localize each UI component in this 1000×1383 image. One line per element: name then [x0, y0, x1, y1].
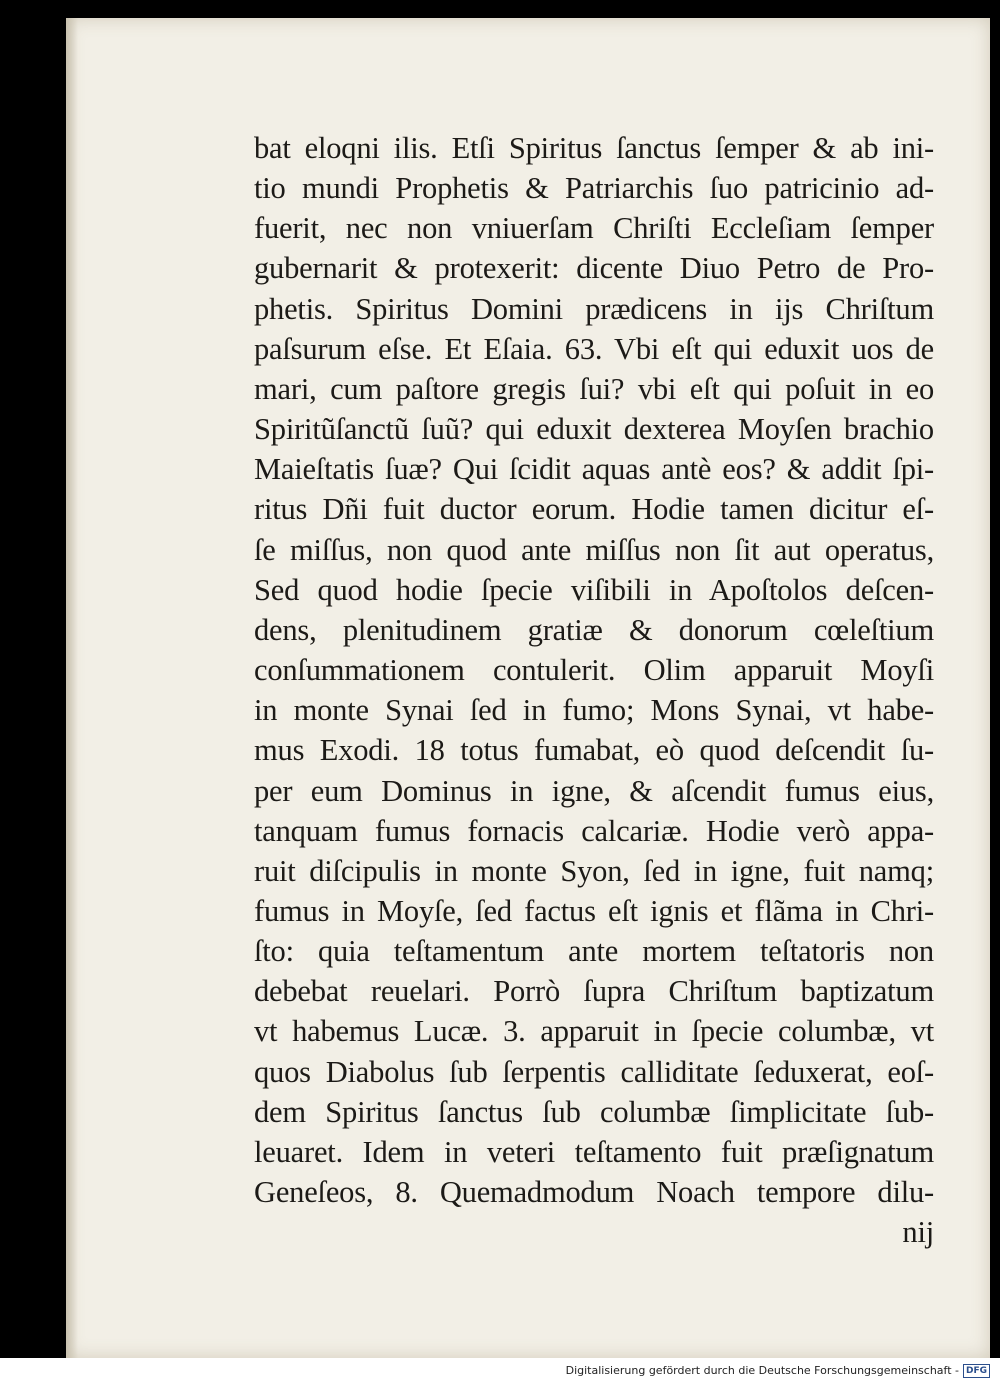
text-line-24: quos Diabolus ſub ſerpentis calliditate ſeduxerat, eoſ- [254, 1054, 934, 1089]
text-line-15: in monte Synai ſed in fumo; Mons Synai, vt habe- [254, 693, 934, 728]
body-text [254, 128, 934, 1252]
text-line-1: bat eloqni ilis. Etſi Spiritus ſanctus ſemper & ab ini- [254, 131, 934, 165]
text-line-12: Sed quod hodie ſpecie viſibili in Apoſtolos deſcen- [254, 572, 934, 607]
text-line-21: ſto: quia teſtamentum ante mortem teſtatoris non [254, 934, 934, 969]
dfg-logo: DFG [963, 1364, 990, 1378]
footer-bar [0, 1358, 1000, 1383]
text-line-6: paſsurum eſse. Et Eſaia. 63. Vbi eſt qui eduxit uos de [254, 331, 934, 366]
text-line-22: debebat reuelari. Porrò ſupra Chriſtum baptizatum [254, 974, 934, 1009]
text-line-27: Geneſeos, 8. Quemadmodum Noach tempore dilu- [254, 1175, 934, 1210]
text-line-4: gubernarit & protexerit: dicente Diuo Petro de Pro- [254, 251, 934, 286]
text-line-20: fumus in Moyſe, ſed factus eſt ignis et flãma in Chri- [254, 893, 934, 928]
text-line-13: dens, plenitudinem gratiæ & donorum cœleſtium [254, 612, 934, 647]
text-line-3: fuerit, nec non vniuerſam Chriſti Eccleſiam ſemper [254, 211, 934, 246]
page-edge-shadow [66, 18, 78, 1358]
text-line-5: phetis. Spiritus Domini prædicens in ijs Chriſtum [254, 291, 934, 326]
text-line-26: leuaret. Idem in veteri teſtamento fuit præſignatum [254, 1134, 934, 1169]
text-line-2: tio mundi Prophetis & Patriarchis ſuo patricinio ad- [254, 171, 934, 206]
text-line-16: mus Exodi. 18 totus fumabat, eò quod deſcendit ſu- [254, 733, 934, 768]
funding-credit: Digitalisierung gefördert durch die Deutsche Forschungsgemeinschaft - [565, 1364, 959, 1377]
text-line-19: ruit diſcipulis in monte Syon, ſed in igne, fuit namq; [254, 853, 934, 888]
text-line-9: Maieſtatis ſuæ? Qui ſcidit aquas antè eos? & addit ſpi- [254, 452, 934, 487]
catchword: nij [902, 1215, 934, 1250]
text-line-25: dem Spiritus ſanctus ſub columbæ ſimplicitate ſub- [254, 1094, 934, 1129]
text-line-23: vt habemus Lucæ. 3. apparuit in ſpecie columbæ, vt [254, 1014, 934, 1049]
text-line-14: conſummationem contulerit. Olim apparuit Moyſi [254, 653, 934, 688]
text-line-17: per eum Dominus in igne, & aſcendit fumus eius, [254, 773, 934, 808]
text-line-10: ritus Dñi fuit ductor eorum. Hodie tamen dicitur eſ- [254, 492, 934, 527]
text-line-8: Spiritũſanctũ ſuũ? qui eduxit dexterea Moyſen brachio [254, 412, 934, 447]
text-line-11: ſe miſſus, non quod ante miſſus non ſit aut operatus, [254, 532, 934, 567]
text-line-7: mari, cum paſtore gregis ſui? vbi eſt qui poſuit in eo [254, 371, 934, 406]
text-line-18: tanquam fumus fornacis calcariæ. Hodie verò appa- [254, 813, 934, 848]
book-page [66, 18, 990, 1358]
